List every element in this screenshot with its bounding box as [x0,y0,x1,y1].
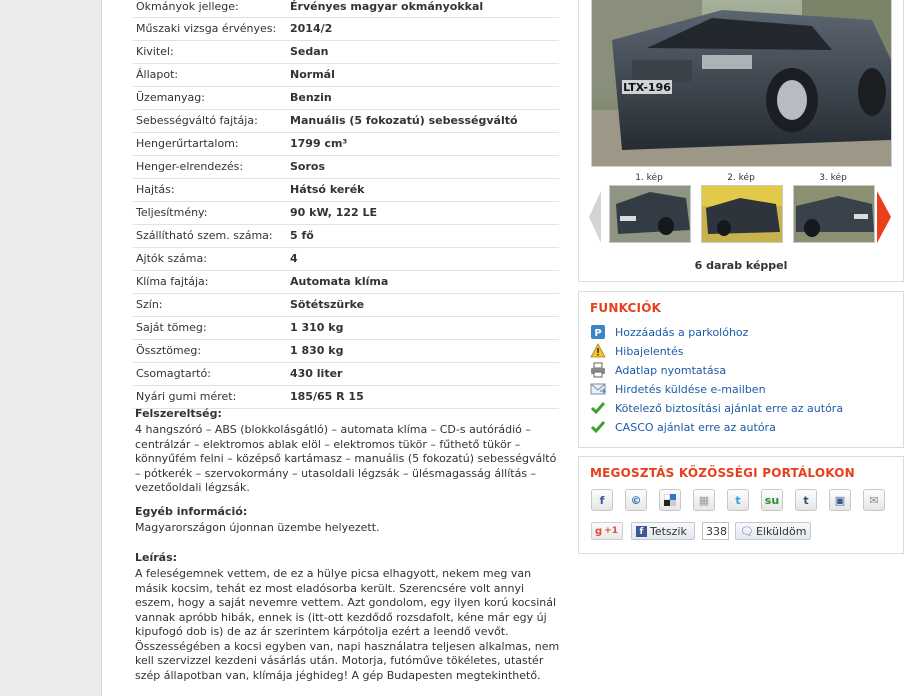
stumbleupon-icon[interactable]: su [761,489,783,511]
thumbnail-strip [609,171,873,251]
print-datasheet-link[interactable]: Adatlap nyomtatása [590,362,726,378]
spec-row [133,110,559,133]
email-icon [590,381,606,397]
add-to-parking-link[interactable]: P Hozzáadás a parkolóhoz [590,324,748,340]
spec-value: Sötétszürke [290,298,365,311]
other-info-section [135,505,565,536]
send-icon: 🗨 [740,524,754,538]
description-title: Leírás: [135,551,178,564]
spec-table [133,0,559,409]
spec-label: Hajtás: [136,183,175,196]
gallery-next-arrow[interactable] [877,191,891,243]
thumbnail-2[interactable] [701,171,781,243]
spec-row [133,64,559,87]
tumblr-icon[interactable]: t [795,489,817,511]
spec-label: Teljesítmény: [136,206,208,219]
spec-row [133,386,559,409]
spec-row [133,294,559,317]
checkmark-icon [590,419,606,435]
google-plus-button[interactable] [591,522,623,540]
printer-icon [590,362,606,378]
spec-value: 5 fő [290,229,314,242]
equipment-text: 4 hangszóró – ABS (blokkolásgátló) – automata klíma – CD-s autórádió – centrálzár – elektromos ablak elöl – elektromos tükör – fűthető tükör – könnyűfém felni – középső kartámasz – manuális (5 fokozatú) sebességváltó – pótkerék – szervokormány – utasoldali légzsák – ülésmagasság állítás – vezetőoldali légzsák. [135,423,557,494]
spec-value: Benzin [290,91,332,104]
spec-value: 90 kW, 122 LE [290,206,378,219]
facebook-send-button[interactable] [735,522,811,540]
spec-row [133,41,559,64]
other-info-text: Magyarországon újonnan üzembe helyezett. [135,521,380,534]
spec-value: Hátsó kerék [290,183,365,196]
spec-label: Üzemanyag: [136,91,205,104]
facebook-icon[interactable]: f [591,489,613,511]
google-plus-icon: g [595,525,603,537]
spec-row [133,225,559,248]
description-text: A feleségemnek vettem, de ez a hülye picsa elhagyott, nekem meg van másik kocsim, tehát ez most eladósorba került. Szerencsére volt annyi eszem, hogy a saját nevemre vettem. Azt gondolom, egy ilyen korú kocsinál vannak apróbb hibák, ennek is (itt-ott kezdődő rozsdafolt, kéne már egy új kipufogó dob is) de az ár szerintem kárpótolja ezért a leendő vevőt. Összességében a kocsi egyben van, napi használatra teljesen alkalmas, nem kell szervizzel kezdeni vásárlás után. Motorja, futóműve tökéletes, utastér szép állapotban van, klímája jéghideg! A gép Budapesten megtekinthető. [135,567,560,682]
facebook-like-button[interactable] [631,522,695,540]
page [101,0,909,696]
spec-value: 430 liter [290,367,343,380]
photo-count: 6 darab képpel [694,259,788,272]
spec-value: Soros [290,160,326,173]
spec-value: Normál [290,68,335,81]
equipment-title: Felszereltség: [135,407,222,420]
spec-label: Szállítható szem. száma: [136,229,273,242]
spec-value: 2014/2 [290,22,333,35]
report-error-link[interactable]: Hibajelentés [590,343,683,359]
thumbnail-caption: 3. kép [819,173,847,183]
spec-value: Automata klíma [290,275,389,288]
functions-box [578,291,904,448]
mandatory-insurance-link[interactable]: Kötelező biztosítási ajánlat erre az autóra [590,400,843,416]
thumbnail-caption: 2. kép [727,173,755,183]
spec-row [133,156,559,179]
spec-row [133,271,559,294]
license-plate-text: LTX-196 [623,81,671,94]
spec-value: 1 830 kg [290,344,344,357]
spec-row [133,179,559,202]
delicious-icon[interactable] [659,489,681,511]
myspace-icon[interactable]: ▦ [693,489,715,511]
spec-label: Hengerűrtartalom: [136,137,239,150]
iwiw-icon[interactable]: © [625,489,647,511]
gallery-prev-arrow[interactable] [589,191,601,243]
spec-label: Saját tömeg: [136,321,207,334]
spec-label: Csomagtartó: [136,367,211,380]
spec-label: Ajtók száma: [136,252,207,265]
spec-label: Állapot: [136,68,179,81]
spec-label: Össztömeg: [136,344,202,357]
spec-label: Kivitel: [136,45,174,58]
spec-label: Henger-elrendezés: [136,160,244,173]
spec-value: Manuális (5 fokozatú) sebességváltó [290,114,518,127]
functions-title: FUNKCIÓK [590,301,662,315]
spec-value: 4 [290,252,298,265]
spec-row [133,363,559,386]
spec-label: Műszaki vizsga érvényes: [136,22,277,35]
spec-row [133,18,559,41]
thumbnail-1[interactable] [609,171,689,243]
spec-row [133,248,559,271]
spec-label: Klíma fajtája: [136,275,209,288]
spec-row [133,317,559,340]
casco-offer-link[interactable]: CASCO ajánlat erre az autóra [590,419,776,435]
social-share-box [578,456,904,554]
mail-share-icon[interactable]: ✉ [863,489,885,511]
spec-label: Nyári gumi méret: [136,390,237,403]
description-section [135,551,565,683]
send-label: Elküldöm [755,524,807,538]
spec-row [133,340,559,363]
other-info-title: Egyéb információ: [135,505,248,518]
spec-label: Szín: [136,298,163,311]
thumbnail-3[interactable] [793,171,873,243]
facebook-small-icon: f [636,526,647,537]
equipment-section [135,407,565,496]
like-count: 338 [702,522,729,540]
thumbnail-caption: 1. kép [635,173,663,183]
spec-value: 185/65 R 15 [290,390,364,403]
warning-icon [590,343,606,359]
like-label: Tetszik [650,524,687,538]
spec-row [133,202,559,225]
spec-label: Okmányok jellege: [136,0,239,13]
spec-value: Sedan [290,45,329,58]
spec-value: 1799 cm³ [290,137,348,150]
photo-gallery [578,0,904,282]
spec-row [133,87,559,110]
spec-row [133,0,559,18]
svg-text:P: P [594,328,602,339]
parking-icon [590,324,606,340]
spec-row [133,133,559,156]
social-title: MEGOSZTÁS KÖZÖSSÉGI PORTÁLOKON [590,466,855,480]
twitter-icon[interactable]: t [727,489,749,511]
checkmark-icon [590,400,606,416]
main-photo[interactable] [591,0,892,167]
google-plus-label: +1 [604,526,618,536]
spec-value: Érvényes magyar okmányokkal [290,0,484,13]
email-ad-link[interactable]: Hirdetés küldése e-mailben [590,381,766,397]
share-grid-icon[interactable]: ▣ [829,489,851,511]
spec-label: Sebességváltó fajtája: [136,114,258,127]
spec-value: 1 310 kg [290,321,344,334]
